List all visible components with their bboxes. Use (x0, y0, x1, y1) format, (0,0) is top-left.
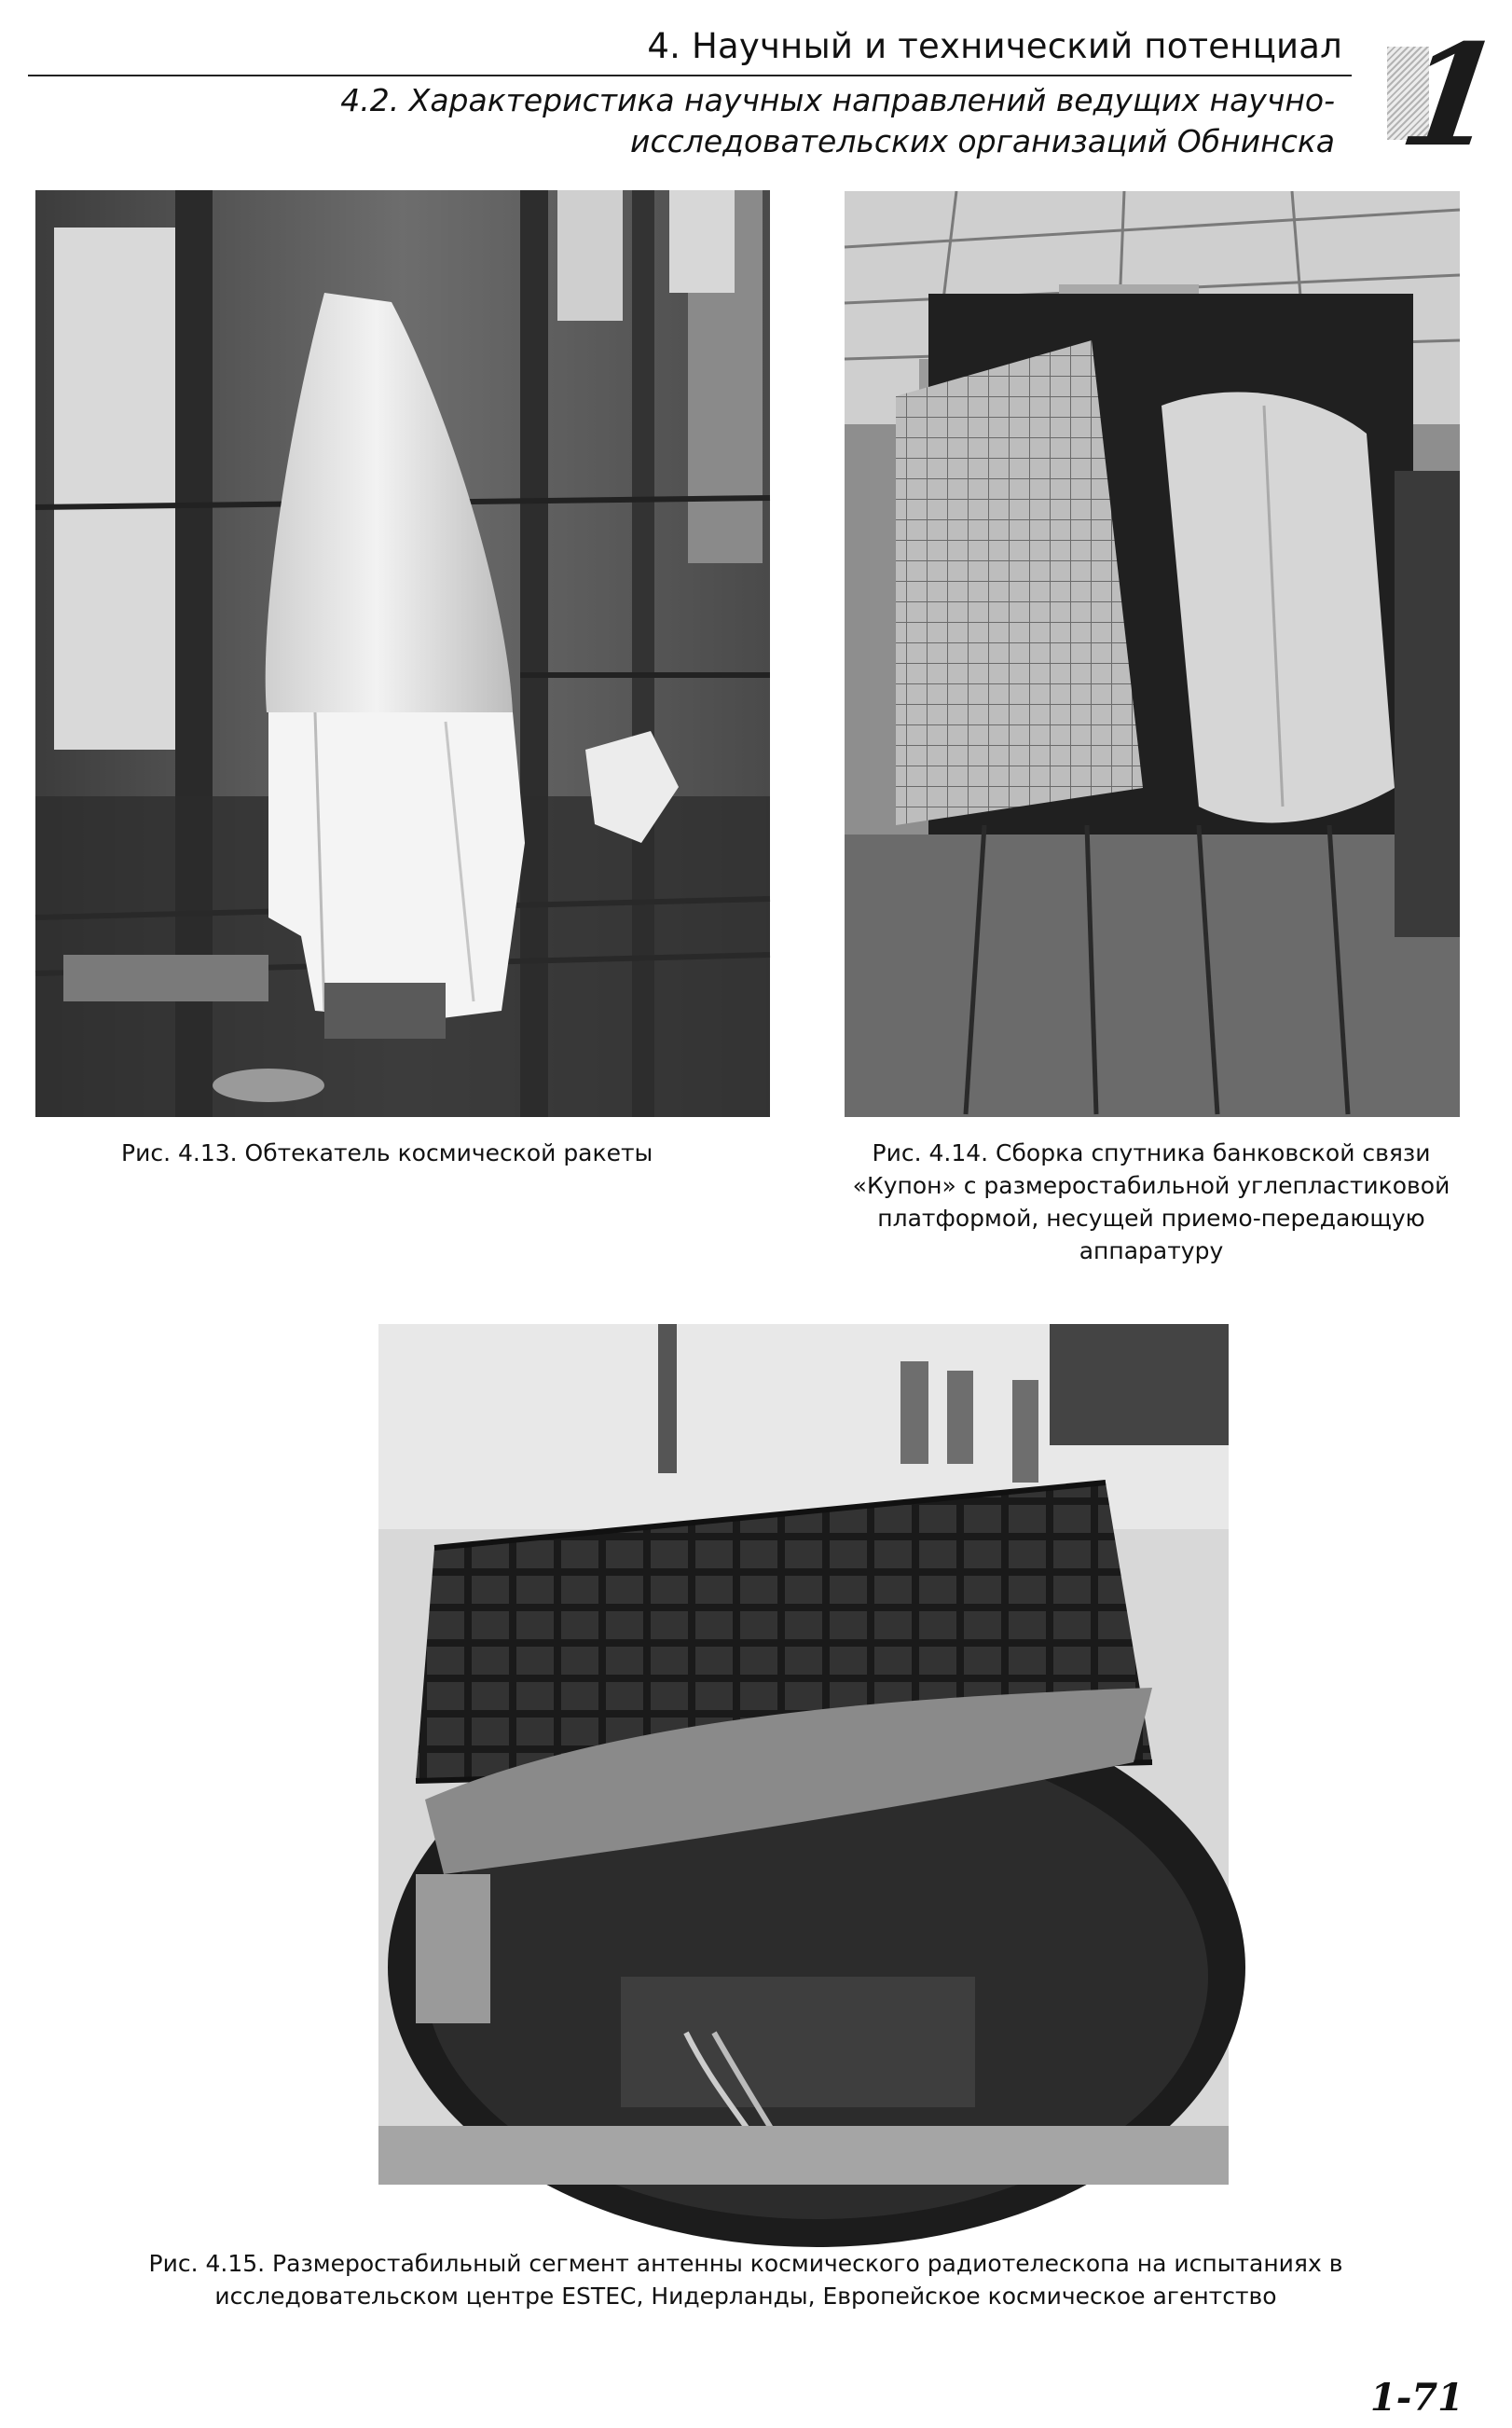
figure-caption-4-15: Рис. 4.15. Размеростабильный сегмент антенны космического радиотелескопа на испытаниях в исследовательском центре ESTEC, Нидерланды, Европейское космическое агентство (148, 2250, 1343, 2310)
chapter-title: 4. Научный и технический потенциал (647, 26, 1342, 66)
photo-antenna-segment (378, 1324, 1229, 2185)
page-number: 1-71 (1369, 2376, 1464, 2420)
photo-rocket-fairing (35, 190, 770, 1117)
photo-satellite-assembly (845, 191, 1460, 1117)
header-rule (28, 75, 1352, 76)
figure-caption-4-13: Рис. 4.13. Обтекатель космической ракеты (121, 1139, 653, 1166)
chapter-mark: 1 (1391, 14, 1512, 178)
figure-caption-4-14: Рис. 4.14. Сборка спутника банковской связи «Купон» с размеростабильной углепластиковой платформой, несущей приемо-передающую аппаратуру (852, 1139, 1450, 1264)
section-title: 4.2. Характеристика научных направлений ведущих научно-исследовательских организаций Обнинска (340, 82, 1335, 159)
